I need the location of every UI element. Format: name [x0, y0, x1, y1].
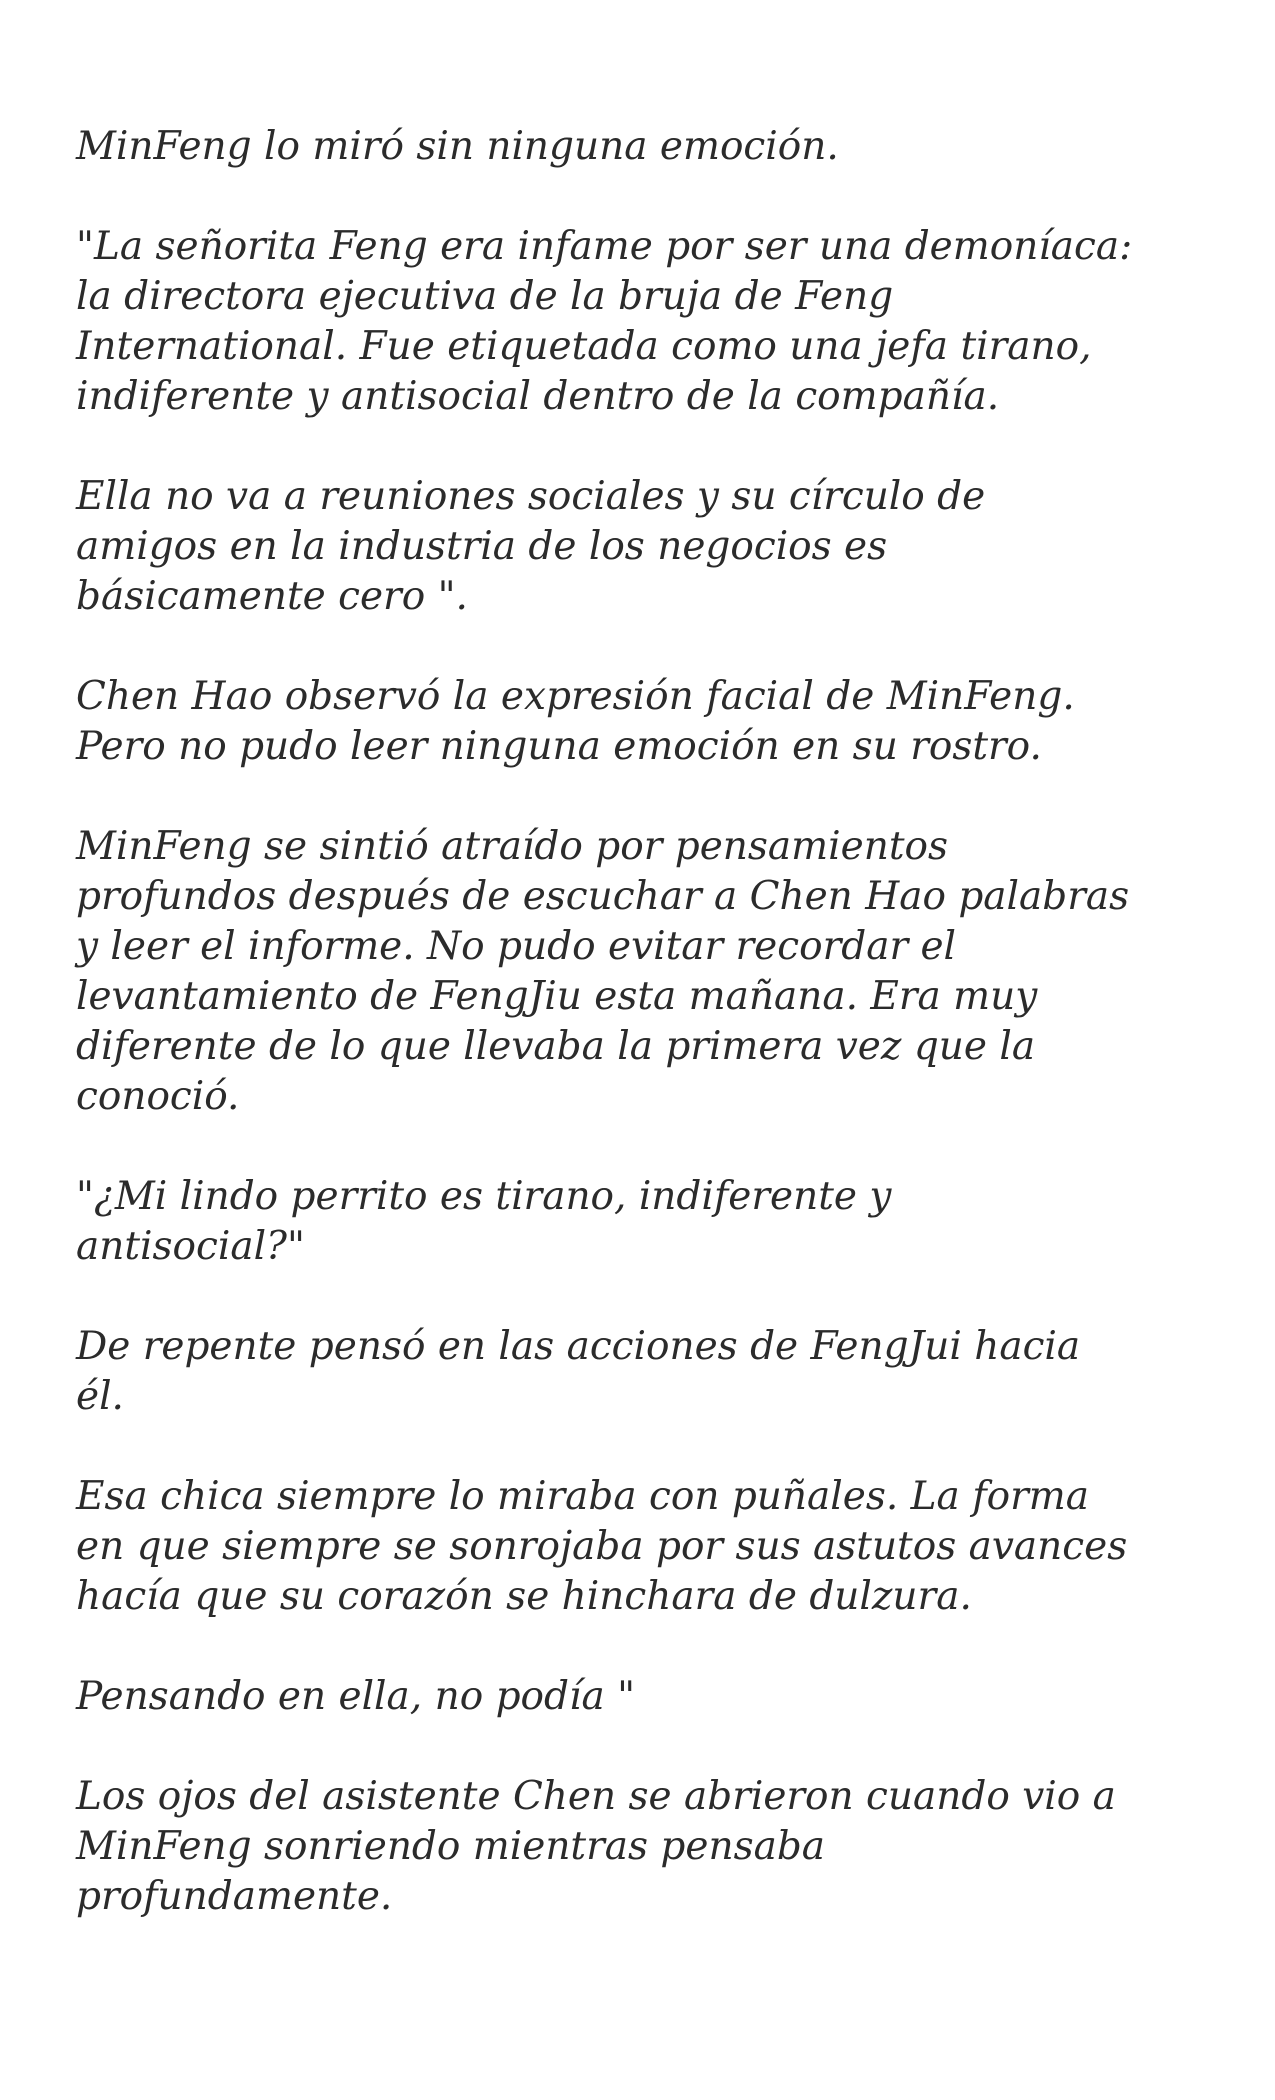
text-line: MinFeng lo miró sin ninguna emoción. [76, 124, 839, 169]
text-line: Esa chica siempre lo miraba con puñales. La forma [76, 1474, 1089, 1519]
text-line: MinFeng sonriendo mientras pensaba [76, 1824, 826, 1869]
paragraph-7 [76, 1322, 1226, 1422]
text-line: De repente pensó en las acciones de FengJui hacia [76, 1324, 1081, 1369]
text-line: "La señorita Feng era infame por ser una demoníaca: [76, 224, 1133, 269]
text-line: en que siempre se sonrojaba por sus astutos avances [76, 1524, 1128, 1569]
paragraph-6 [76, 1172, 1226, 1272]
paragraph-1 [76, 122, 1226, 172]
text-line: antisocial?" [76, 1224, 305, 1269]
text-line: Los ojos del asistente Chen se abrieron cuando vio a [76, 1774, 1116, 1819]
text-line: básicamente cero ". [76, 574, 468, 619]
text-line: y leer el informe. No pudo evitar recordar el [76, 924, 957, 969]
text-line: amigos en la industria de los negocios es [76, 524, 888, 569]
text-line: Pensando en ella, no podía " [76, 1674, 636, 1719]
text-line: Ella no va a reuniones sociales y su círculo de [76, 474, 986, 519]
paragraph-9 [76, 1672, 1226, 1722]
paragraph-10 [76, 1772, 1226, 1922]
paragraph-8 [76, 1472, 1226, 1622]
text-line: "¿Mi lindo perrito es tirano, indiferente y [76, 1174, 892, 1219]
text-line: Pero no pudo leer ninguna emoción en su rostro. [76, 724, 1042, 769]
text-line: la directora ejecutiva de la bruja de Feng [76, 274, 894, 319]
paragraph-4 [76, 672, 1226, 772]
text-line: conoció. [76, 1074, 240, 1119]
text-line: MinFeng se sintió atraído por pensamientos [76, 824, 948, 869]
text-line: hacía que su corazón se hinchara de dulzura. [76, 1574, 972, 1619]
paragraph-5 [76, 822, 1226, 1122]
text-line: profundos después de escuchar a Chen Hao palabras [76, 874, 1130, 919]
paragraph-3 [76, 472, 1226, 622]
text-line: indiferente y antisocial dentro de la compañía. [76, 374, 1000, 419]
text-line: levantamiento de FengJiu esta mañana. Era muy [76, 974, 1038, 1019]
text-line: profundamente. [76, 1874, 393, 1919]
text-line: él. [76, 1374, 124, 1419]
document-body [76, 122, 1226, 1972]
text-line: Chen Hao observó la expresión facial de MinFeng. [76, 674, 1075, 719]
text-line: International. Fue etiquetada como una jefa tirano, [76, 324, 1092, 369]
paragraph-2 [76, 222, 1226, 422]
text-line: diferente de lo que llevaba la primera vez que la [76, 1024, 1036, 1069]
